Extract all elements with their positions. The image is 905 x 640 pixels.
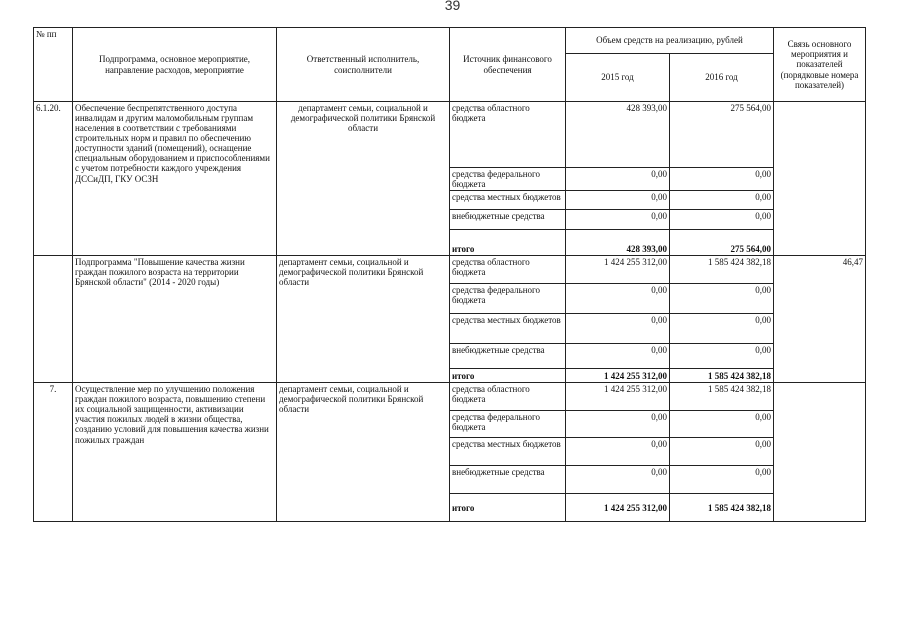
value-2016: 0,00 xyxy=(670,210,774,230)
program-cell: Обеспечение беспрепятственного доступа инвалидам и другим маломобильным группам населения в соответствии с требованиями строительных норм и правил по обеспечению доступности зданий (помещений), оснащение специальным оборудованием и приспособлениями с учетом потребности каждого учреждения ДССиДП, ГКУ ОСЗН xyxy=(73,102,277,256)
source-cell: средства федерального бюджета xyxy=(450,168,566,191)
source-cell: средства областного бюджета xyxy=(450,256,566,284)
source-cell: средства местных бюджетов xyxy=(450,314,566,344)
total-2015: 428 393,00 xyxy=(566,230,670,256)
value-2016: 1 585 424 382,18 xyxy=(670,383,774,411)
header-volume: Объем средств на реализацию, рублей xyxy=(566,28,774,54)
value-2016: 0,00 xyxy=(670,466,774,494)
total-2015: 1 424 255 312,00 xyxy=(566,369,670,383)
executor-cell: департамент семьи, социальной и демографической политики Брянской области xyxy=(277,256,450,383)
value-2015: 1 424 255 312,00 xyxy=(566,256,670,284)
executor-cell: департамент семьи, социальной и демографической политики Брянской области xyxy=(277,383,450,522)
header-link: Связь основного мероприятия и показателей (порядковые номера показателей) xyxy=(774,28,866,102)
row-number: 6.1.20. xyxy=(34,102,73,256)
program-cell: Подпрограмма "Повышение качества жизни граждан пожилого возраста на территории Брянской области" (2014 - 2020 годы) xyxy=(73,256,277,383)
table-row xyxy=(34,102,866,168)
link-cell: 46,47 xyxy=(774,256,866,383)
source-cell: средства местных бюджетов xyxy=(450,438,566,466)
source-cell: внебюджетные средства xyxy=(450,344,566,369)
table-row xyxy=(34,256,866,284)
source-cell: внебюджетные средства xyxy=(450,210,566,230)
value-2016: 0,00 xyxy=(670,191,774,210)
value-2016: 275 564,00 xyxy=(670,102,774,168)
total-2016: 275 564,00 xyxy=(670,230,774,256)
header-executor: Ответственный исполнитель, соисполнители xyxy=(277,28,450,102)
total-label: итого xyxy=(450,369,566,383)
source-cell: средства федерального бюджета xyxy=(450,411,566,438)
value-2015: 0,00 xyxy=(566,314,670,344)
budget-table xyxy=(33,27,866,522)
value-2016: 0,00 xyxy=(670,438,774,466)
value-2016: 0,00 xyxy=(670,411,774,438)
total-label: итого xyxy=(450,230,566,256)
header-num: № пп xyxy=(34,28,73,102)
value-2015: 0,00 xyxy=(566,284,670,314)
page-number: 39 xyxy=(444,0,461,13)
header-program: Подпрограмма, основное мероприятие, направление расходов, мероприятие xyxy=(73,28,277,102)
value-2015: 0,00 xyxy=(566,191,670,210)
row-number xyxy=(34,256,73,383)
source-cell: средства областного бюджета xyxy=(450,383,566,411)
value-2016: 0,00 xyxy=(670,314,774,344)
link-cell xyxy=(774,383,866,522)
source-cell: средства местных бюджетов xyxy=(450,191,566,210)
header-year-2015: 2015 год xyxy=(566,54,670,102)
value-2015: 1 424 255 312,00 xyxy=(566,383,670,411)
program-cell: Осуществление мер по улучшению положения граждан пожилого возраста, повышению степени их социальной защищенности, активизации участия пожилых людей в жизни общества, созданию условий для повышения качества жизни пожилых граждан xyxy=(73,383,277,522)
total-2016: 1 585 424 382,18 xyxy=(670,369,774,383)
source-cell: средства областного бюджета xyxy=(450,102,566,168)
value-2016: 0,00 xyxy=(670,344,774,369)
table-row xyxy=(34,383,866,411)
value-2015: 0,00 xyxy=(566,344,670,369)
header-source: Источник финансового обеспечения xyxy=(450,28,566,102)
source-cell: внебюджетные средства xyxy=(450,466,566,494)
row-number: 7. xyxy=(34,383,73,522)
value-2015: 0,00 xyxy=(566,411,670,438)
value-2015: 428 393,00 xyxy=(566,102,670,168)
source-cell: средства федерального бюджета xyxy=(450,284,566,314)
total-label: итого xyxy=(450,494,566,522)
value-2015: 0,00 xyxy=(566,466,670,494)
total-2015: 1 424 255 312,00 xyxy=(566,494,670,522)
value-2015: 0,00 xyxy=(566,210,670,230)
value-2016: 0,00 xyxy=(670,168,774,191)
link-cell xyxy=(774,102,866,256)
header-year-2016: 2016 год xyxy=(670,54,774,102)
value-2016: 0,00 xyxy=(670,284,774,314)
value-2015: 0,00 xyxy=(566,438,670,466)
total-2016: 1 585 424 382,18 xyxy=(670,494,774,522)
value-2015: 0,00 xyxy=(566,168,670,191)
value-2016: 1 585 424 382,18 xyxy=(670,256,774,284)
executor-cell: департамент семьи, социальной и демографической политики Брянской области xyxy=(277,102,450,256)
